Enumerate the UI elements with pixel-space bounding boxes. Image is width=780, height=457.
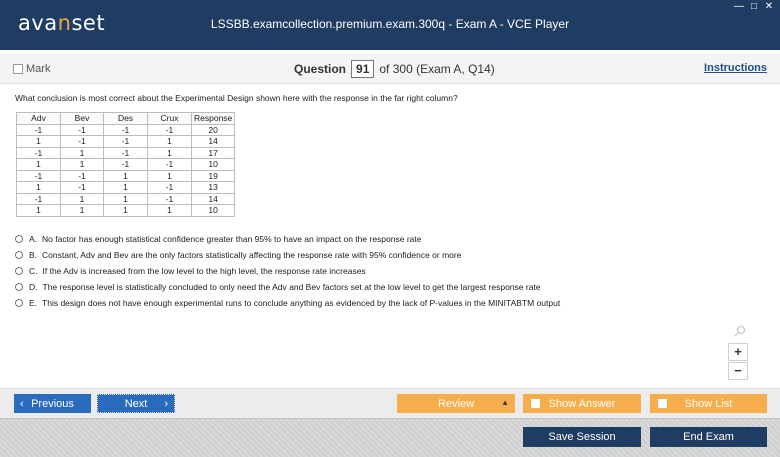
show-answer-button[interactable]	[523, 394, 641, 413]
table-cell: -1	[61, 182, 104, 194]
radio-icon[interactable]	[15, 267, 23, 275]
option-text: The response level is statistically concluded to only need the Adv and Bev factors set at the low level to get the largest response rate	[42, 282, 541, 292]
option-e[interactable]	[15, 295, 560, 311]
table-cell: 1	[148, 147, 192, 159]
table-cell: 1	[61, 159, 104, 171]
table-header: Bev	[61, 113, 104, 125]
table-cell: 10	[192, 159, 235, 171]
option-text: This design does not have enough experimental runs to conclude anything as evidenced by the lack of P-values in the MINITABTM output	[42, 298, 561, 308]
table-cell: -1	[104, 159, 148, 171]
chevron-right-icon: ›	[164, 397, 168, 410]
table-cell: 10	[192, 205, 235, 217]
option-d[interactable]	[15, 279, 560, 295]
option-text: No factor has enough statistical confidence greater than 95% to have an impact on the response rate	[42, 234, 422, 244]
table-cell: 1	[17, 205, 61, 217]
question-text: What conclusion is most correct about the Experimental Design shown here with the response in the far right column?	[15, 93, 458, 103]
table-row	[17, 182, 235, 194]
table-header: Des	[104, 113, 148, 125]
table-cell: -1	[148, 124, 192, 136]
answer-options	[15, 231, 560, 311]
close-icon[interactable]: ✕	[764, 1, 774, 12]
option-letter: E.	[29, 298, 38, 308]
table-cell: 14	[192, 136, 235, 148]
table-cell: 1	[148, 136, 192, 148]
table-cell: 1	[61, 147, 104, 159]
option-text: If the Adv is increased from the low level to the high level, the response rate increases	[42, 266, 366, 276]
question-number-input[interactable]: 91	[351, 60, 374, 78]
radio-icon[interactable]	[15, 299, 23, 307]
table-cell: 17	[192, 147, 235, 159]
table-cell: 1	[104, 193, 148, 205]
question-navigator	[294, 60, 495, 78]
app-logo: avanset	[18, 11, 106, 35]
show-list-button[interactable]	[650, 394, 767, 413]
table-row	[17, 193, 235, 205]
zoom-in-button[interactable]: +	[728, 343, 748, 361]
question-header	[0, 54, 780, 84]
table-cell: -1	[148, 182, 192, 194]
table-cell: -1	[104, 124, 148, 136]
table-cell: -1	[17, 124, 61, 136]
option-c[interactable]	[15, 263, 560, 279]
option-a[interactable]	[15, 231, 560, 247]
show-answer-label: Show Answer	[548, 397, 616, 410]
question-of-label: of 300 (Exam A, Q14)	[379, 62, 495, 76]
table-cell: 1	[148, 170, 192, 182]
table-cell: 1	[61, 193, 104, 205]
option-text: Constant, Adv and Bev are the only factors statistically affecting the response rate with 95% confidence or more	[42, 250, 462, 260]
table-cell: -1	[61, 136, 104, 148]
table-cell: -1	[148, 159, 192, 171]
table-row	[17, 159, 235, 171]
option-letter: B.	[29, 250, 38, 260]
table-cell: -1	[17, 147, 61, 159]
previous-button[interactable]	[14, 394, 91, 413]
checkbox-icon[interactable]	[531, 399, 540, 408]
previous-label: Previous	[31, 397, 74, 410]
review-label: Review	[437, 397, 475, 410]
table-cell: 1	[17, 136, 61, 148]
table-header: Adv	[17, 113, 61, 125]
table-row	[17, 136, 235, 148]
show-list-label: Show List	[684, 397, 733, 410]
table-cell: 1	[148, 205, 192, 217]
checkbox-icon[interactable]	[13, 64, 23, 74]
table-cell: -1	[61, 170, 104, 182]
radio-icon[interactable]	[15, 283, 23, 291]
footer-bar	[0, 418, 780, 457]
experiment-table	[16, 112, 235, 217]
maximize-icon[interactable]: □	[750, 1, 758, 12]
table-cell: -1	[148, 193, 192, 205]
table-row	[17, 124, 235, 136]
next-button[interactable]	[97, 394, 175, 413]
table-cell: -1	[61, 124, 104, 136]
next-label: Next	[124, 397, 148, 410]
table-cell: -1	[17, 170, 61, 182]
option-b[interactable]	[15, 247, 560, 263]
checkbox-icon[interactable]	[658, 399, 667, 408]
zoom-out-button[interactable]: −	[728, 362, 748, 380]
title-bar	[0, 0, 780, 50]
minimize-icon[interactable]: —	[734, 1, 744, 12]
table-cell: -1	[17, 193, 61, 205]
question-content	[0, 85, 780, 385]
save-session-button[interactable]: Save Session	[523, 427, 641, 447]
mark-label: Mark	[26, 63, 51, 75]
option-letter: C.	[29, 266, 38, 276]
window-title: LSSBB.examcollection.premium.exam.300q - Exam A - VCE Player	[210, 17, 570, 31]
question-label: Question	[294, 62, 347, 76]
table-header: Crux	[148, 113, 192, 125]
table-cell: 20	[192, 124, 235, 136]
option-letter: A.	[29, 234, 38, 244]
navigation-bar	[0, 388, 780, 418]
table-cell: 1	[104, 182, 148, 194]
table-cell: 1	[17, 182, 61, 194]
mark-checkbox[interactable]	[13, 63, 50, 75]
window-controls	[734, 2, 774, 12]
caret-up-icon: ▲	[501, 398, 509, 407]
option-letter: D.	[29, 282, 38, 292]
table-cell: 1	[61, 205, 104, 217]
table-cell: 1	[104, 170, 148, 182]
table-cell: -1	[104, 147, 148, 159]
table-cell: 14	[192, 193, 235, 205]
table-row	[17, 205, 235, 217]
radio-icon[interactable]	[15, 251, 23, 259]
chevron-left-icon: ‹	[20, 397, 24, 410]
table-cell: 1	[17, 159, 61, 171]
table-row	[17, 170, 235, 182]
table-cell: 13	[192, 182, 235, 194]
table-header: Response	[192, 113, 235, 125]
magnifier-icon	[734, 325, 746, 337]
radio-icon[interactable]	[15, 235, 23, 243]
end-exam-button[interactable]: End Exam	[650, 427, 767, 447]
table-cell: 1	[104, 205, 148, 217]
table-row	[17, 147, 235, 159]
table-cell: -1	[104, 136, 148, 148]
table-cell: 19	[192, 170, 235, 182]
instructions-link[interactable]: Instructions	[704, 62, 767, 74]
review-button[interactable]	[397, 394, 515, 413]
